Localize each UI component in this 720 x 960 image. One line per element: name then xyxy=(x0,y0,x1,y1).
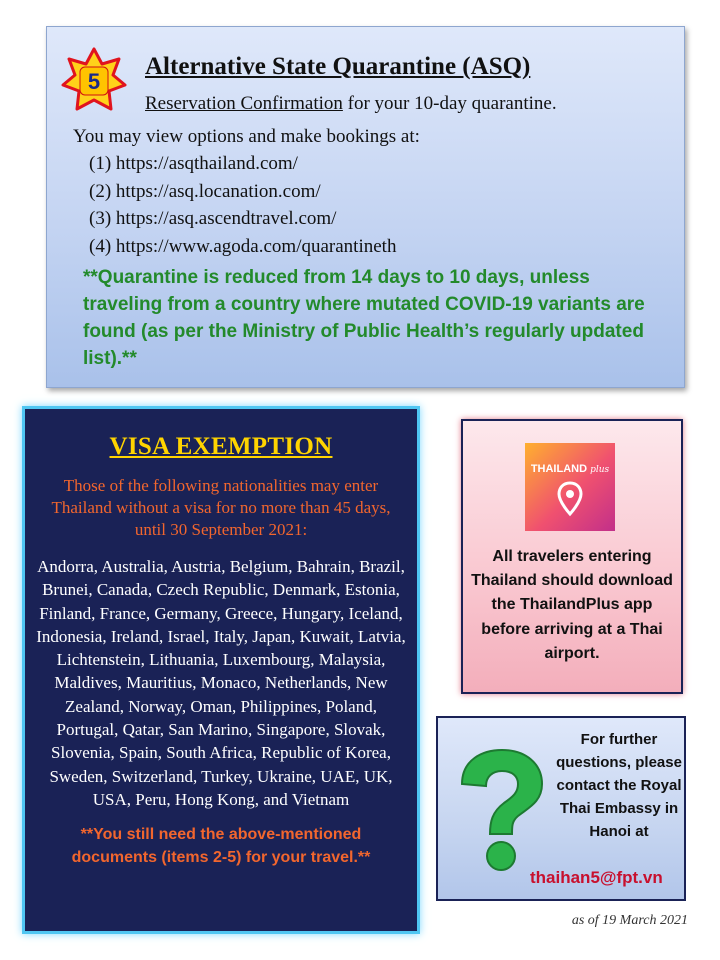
question-mark-icon xyxy=(452,746,550,874)
location-pin-icon xyxy=(557,481,583,517)
visa-exemption-section xyxy=(22,406,420,934)
contact-instructions: For further questions, please contact the Royal Thai Embassy in Hanoi at xyxy=(556,731,682,840)
logo-text xyxy=(525,463,615,475)
logo-word: THAILAND xyxy=(530,463,588,475)
thailandplus-instructions: All travelers entering Thailand should download the ThailandPlus app before arriving at a Thai airport. xyxy=(471,548,673,662)
asq-intro: You may view options and make bookings at: xyxy=(73,126,420,147)
subtitle-rest-text: for your 10-day quarantine. xyxy=(342,93,557,114)
booking-links-list xyxy=(89,153,396,263)
visa-intro: Those of the following nationalities may enter Thailand without a visa for no more than 45 days, until 30 September 2021: xyxy=(51,476,391,539)
number-badge-star xyxy=(61,47,127,113)
booking-link[interactable]: (3) https://asq.ascendtravel.com/ xyxy=(89,208,337,229)
contact-section xyxy=(436,716,686,901)
visa-title: VISA EXEMPTION xyxy=(109,433,333,460)
quarantine-note: **Quarantine is reduced from 14 days to 10 days, unless traveling from a country where mutated COVID-19 variants are found (as per the Ministry of Public Health’s regularly updated list).** xyxy=(83,267,645,369)
star-badge-icon xyxy=(61,47,127,113)
booking-link[interactable]: (4) https://www.agoda.com/quarantineth xyxy=(89,235,397,257)
asq-section xyxy=(46,26,685,388)
footer-date: as of 19 March 2021 xyxy=(571,913,688,928)
badge-number: 5 xyxy=(87,69,101,94)
asq-title: Alternative State Quarantine (ASQ) xyxy=(145,53,531,80)
visa-country-list: Andorra, Australia, Austria, Belgium, Bahrain, Brazil, Brunei, Canada, Czech Republic, Denmark, Estonia, Finland, France, Germany, Greece, Hungary, Iceland, Indonesia, Ireland, Israel, Italy, Japan, Kuwait, Latvia, Lichtenstein, Lithuania, Luxembourg, Malaysia, Maldives, Mauritius, Monaco, Netherlands, New Zealand, Norway, Oman, Philippines, Poland, Portugal, Qatar, San Marino, Singapore, Slovak, Slovenia, Spain, South Africa, Republic of Korea, Sweden, Switzerland, Turkey, Ukraine, UAE, UK, USA, Peru, Hong Kong, and Vietnam xyxy=(36,557,406,809)
logo-script: plus xyxy=(590,465,610,475)
asq-subtitle xyxy=(145,93,557,115)
contact-email-link[interactable]: thaihan5@fpt.vn xyxy=(530,868,663,887)
thailandplus-logo xyxy=(525,443,615,531)
booking-link[interactable]: (2) https://asq.locanation.com/ xyxy=(89,180,321,202)
reservation-confirmation-text: Reservation Confirmation xyxy=(145,93,343,114)
booking-link[interactable]: (1) https://asqthailand.com/ xyxy=(89,153,298,174)
visa-documents-note: **You still need the above-mentioned documents (items 2-5) for your travel.** xyxy=(71,826,371,867)
thailandplus-section xyxy=(461,419,683,694)
